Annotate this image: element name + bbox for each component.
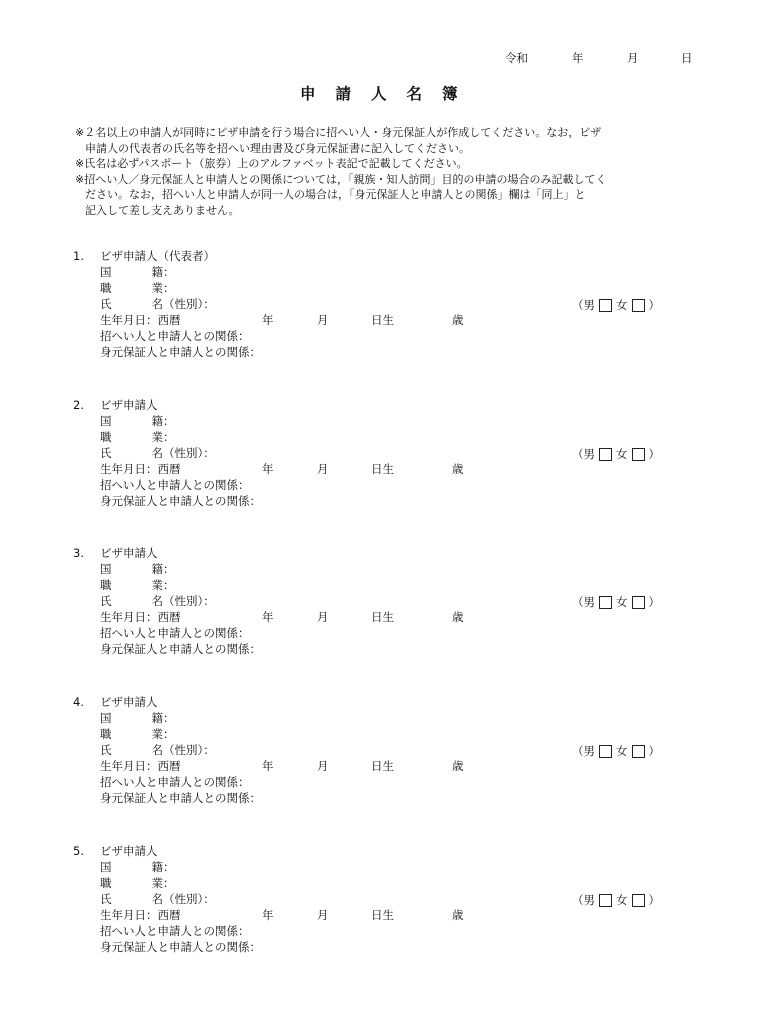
name-label-b: 名（性別）： bbox=[151, 743, 215, 757]
nationality-label bbox=[100, 564, 175, 579]
occupation-label-a: 職 bbox=[100, 727, 112, 741]
occupation-label-a: 職 bbox=[100, 281, 112, 295]
birth-label: 生年月日：西暦 bbox=[100, 610, 181, 624]
occupation-label bbox=[100, 283, 175, 298]
birth-day-unit: 日生 bbox=[371, 610, 394, 624]
gender-male-label: （男 bbox=[572, 595, 595, 609]
birth-year-unit: 年 bbox=[262, 759, 274, 773]
gender-female-label: 女 bbox=[616, 298, 628, 312]
applicant-heading: ビザ申請人 bbox=[100, 844, 158, 858]
occupation-label-b: 業： bbox=[151, 578, 175, 592]
gender-male-label: （男 bbox=[572, 744, 595, 758]
female-checkbox[interactable] bbox=[632, 745, 645, 758]
note-1 bbox=[75, 125, 700, 156]
nationality-label bbox=[100, 416, 175, 431]
occupation-label-a: 職 bbox=[100, 430, 112, 444]
birth-day-unit: 日生 bbox=[371, 759, 394, 773]
age-unit: 歳 bbox=[452, 759, 464, 773]
occupation-label bbox=[100, 729, 175, 744]
age-unit: 歳 bbox=[452, 610, 464, 624]
birth-row bbox=[100, 910, 520, 925]
female-checkbox[interactable] bbox=[632, 596, 645, 609]
note-1-line-2: 申請人の代表者の氏名等を招へい理由書及び身元保証書に記入してください。 bbox=[85, 141, 470, 155]
birth-row bbox=[100, 464, 520, 479]
gender-close-label: ） bbox=[648, 447, 660, 461]
applicant-number: 1. bbox=[73, 249, 84, 263]
name-label-b: 名（性別）： bbox=[151, 892, 215, 906]
occupation-label bbox=[100, 432, 175, 447]
birth-label: 生年月日：西暦 bbox=[100, 908, 181, 922]
birth-month-unit: 月 bbox=[317, 610, 329, 624]
nationality-label-a: 国 bbox=[100, 562, 112, 576]
name-label-a: 氏 bbox=[100, 743, 112, 757]
name-label-b: 名（性別）： bbox=[151, 594, 215, 608]
date-year: 年 bbox=[572, 51, 584, 65]
applicant-heading: ビザ申請人 bbox=[100, 398, 158, 412]
male-checkbox[interactable] bbox=[599, 745, 612, 758]
date-month: 月 bbox=[627, 51, 639, 65]
age-unit: 歳 bbox=[452, 908, 464, 922]
birth-row bbox=[100, 612, 520, 627]
age-unit: 歳 bbox=[452, 462, 464, 476]
birth-day-unit: 日生 bbox=[371, 462, 394, 476]
name-row bbox=[100, 448, 690, 463]
birth-label: 生年月日：西暦 bbox=[100, 462, 181, 476]
gender-close-label: ） bbox=[648, 744, 660, 758]
applicant-heading: ビザ申請人 bbox=[100, 695, 158, 709]
note-2-line-1: ※氏名は必ずパスポート（旅券）上のアルファベット表記で記載してください。 bbox=[75, 157, 468, 170]
applicant-heading: ビザ申請人（代表者） bbox=[100, 249, 215, 263]
note-3-line-2: ださい。なお，招へい人と申請人が同一人の場合は，「身元保証人と申請人との関係」欄は「同上」と bbox=[85, 188, 586, 201]
gender-selector bbox=[572, 596, 660, 609]
gender-male-label: （男 bbox=[572, 298, 595, 312]
name-row bbox=[100, 894, 690, 909]
applicant-block bbox=[73, 400, 693, 520]
inviter-relationship-label: 招へい人と申請人との関係： bbox=[100, 626, 250, 640]
nationality-label-a: 国 bbox=[100, 860, 112, 874]
date-era: 令和 bbox=[505, 51, 528, 65]
inviter-relationship-label: 招へい人と申請人との関係： bbox=[100, 329, 250, 343]
age-unit: 歳 bbox=[452, 313, 464, 327]
guarantor-relationship-label: 身元保証人と申請人との関係： bbox=[100, 345, 261, 359]
applicant-number: 3. bbox=[73, 546, 84, 560]
name-label-a: 氏 bbox=[100, 446, 112, 460]
birth-year-unit: 年 bbox=[262, 610, 274, 624]
guarantor-relationship-label: 身元保証人と申請人との関係： bbox=[100, 940, 261, 954]
gender-male-label: （男 bbox=[572, 893, 595, 907]
birth-year-unit: 年 bbox=[262, 908, 274, 922]
female-checkbox[interactable] bbox=[632, 894, 645, 907]
name-label-a: 氏 bbox=[100, 892, 112, 906]
notes-block bbox=[75, 125, 700, 218]
name-row bbox=[100, 745, 690, 760]
male-checkbox[interactable] bbox=[599, 894, 612, 907]
birth-row bbox=[100, 315, 520, 330]
male-checkbox[interactable] bbox=[599, 299, 612, 312]
female-checkbox[interactable] bbox=[632, 448, 645, 461]
occupation-label-b: 業： bbox=[151, 281, 175, 295]
inviter-relationship-label: 招へい人と申請人との関係： bbox=[100, 924, 250, 938]
birth-row bbox=[100, 761, 520, 776]
gender-selector bbox=[572, 299, 660, 312]
note-3 bbox=[75, 172, 700, 219]
male-checkbox[interactable] bbox=[599, 448, 612, 461]
applicant-block bbox=[73, 697, 693, 817]
name-label-b: 名（性別）： bbox=[151, 446, 215, 460]
nationality-label-a: 国 bbox=[100, 265, 112, 279]
note-3-line-1: ※招へい人／身元保証人と申請人との関係については，「親族・知人訪問」目的の申請の場合のみ記載してく bbox=[75, 172, 607, 186]
occupation-label-a: 職 bbox=[100, 876, 112, 890]
birth-day-unit: 日生 bbox=[371, 908, 394, 922]
gender-selector bbox=[572, 894, 660, 907]
birth-label: 生年月日：西暦 bbox=[100, 759, 181, 773]
nationality-label-a: 国 bbox=[100, 414, 112, 428]
gender-male-label: （男 bbox=[572, 447, 595, 461]
applicant-heading: ビザ申請人 bbox=[100, 546, 158, 560]
female-checkbox[interactable] bbox=[632, 299, 645, 312]
birth-month-unit: 月 bbox=[317, 908, 329, 922]
gender-close-label: ） bbox=[648, 893, 660, 907]
occupation-label bbox=[100, 580, 175, 595]
occupation-label-a: 職 bbox=[100, 578, 112, 592]
nationality-label bbox=[100, 267, 175, 282]
male-checkbox[interactable] bbox=[599, 596, 612, 609]
occupation-label bbox=[100, 878, 175, 893]
gender-selector bbox=[572, 745, 660, 758]
nationality-label-b: 籍： bbox=[151, 860, 175, 874]
birth-year-unit: 年 bbox=[262, 313, 274, 327]
nationality-label bbox=[100, 862, 175, 877]
name-label-a: 氏 bbox=[100, 594, 112, 608]
applicant-block bbox=[73, 548, 693, 668]
gender-selector bbox=[572, 448, 660, 461]
date-line bbox=[0, 53, 768, 67]
applicant-block bbox=[73, 251, 693, 371]
guarantor-relationship-label: 身元保証人と申請人との関係： bbox=[100, 642, 261, 656]
applicant-number: 5. bbox=[73, 844, 84, 858]
gender-close-label: ） bbox=[648, 298, 660, 312]
guarantor-relationship-label: 身元保証人と申請人との関係： bbox=[100, 494, 261, 508]
nationality-label bbox=[100, 713, 175, 728]
inviter-relationship-label: 招へい人と申請人との関係： bbox=[100, 775, 250, 789]
gender-female-label: 女 bbox=[616, 447, 628, 461]
nationality-label-b: 籍： bbox=[151, 414, 175, 428]
gender-female-label: 女 bbox=[616, 595, 628, 609]
gender-close-label: ） bbox=[648, 595, 660, 609]
nationality-label-a: 国 bbox=[100, 711, 112, 725]
birth-label: 生年月日：西暦 bbox=[100, 313, 181, 327]
page-title: 申請人名簿 bbox=[300, 85, 478, 103]
nationality-label-b: 籍： bbox=[151, 711, 175, 725]
inviter-relationship-label: 招へい人と申請人との関係： bbox=[100, 478, 250, 492]
occupation-label-b: 業： bbox=[151, 727, 175, 741]
birth-year-unit: 年 bbox=[262, 462, 274, 476]
birth-month-unit: 月 bbox=[317, 759, 329, 773]
name-label-b: 名（性別）： bbox=[151, 297, 215, 311]
birth-day-unit: 日生 bbox=[371, 313, 394, 327]
guarantor-relationship-label: 身元保証人と申請人との関係： bbox=[100, 791, 261, 805]
nationality-label-b: 籍： bbox=[151, 265, 175, 279]
note-2 bbox=[75, 156, 700, 172]
note-3-line-3: 記入して差し支えありません。 bbox=[85, 203, 240, 217]
gender-female-label: 女 bbox=[616, 893, 628, 907]
date-day: 日 bbox=[681, 51, 693, 65]
occupation-label-b: 業： bbox=[151, 876, 175, 890]
nationality-label-b: 籍： bbox=[151, 562, 175, 576]
name-label-a: 氏 bbox=[100, 297, 112, 311]
applicant-number: 2. bbox=[73, 398, 84, 412]
birth-month-unit: 月 bbox=[317, 313, 329, 327]
birth-month-unit: 月 bbox=[317, 462, 329, 476]
applicant-block bbox=[73, 846, 693, 966]
occupation-label-b: 業： bbox=[151, 430, 175, 444]
gender-female-label: 女 bbox=[616, 744, 628, 758]
note-1-line-1: ※２名以上の申請人が同時にビザ申請を行う場合に招へい人・身元保証人が作成してください。なお，ビザ bbox=[75, 126, 602, 139]
name-row bbox=[100, 299, 690, 314]
name-row bbox=[100, 596, 690, 611]
applicant-number: 4. bbox=[73, 695, 84, 709]
